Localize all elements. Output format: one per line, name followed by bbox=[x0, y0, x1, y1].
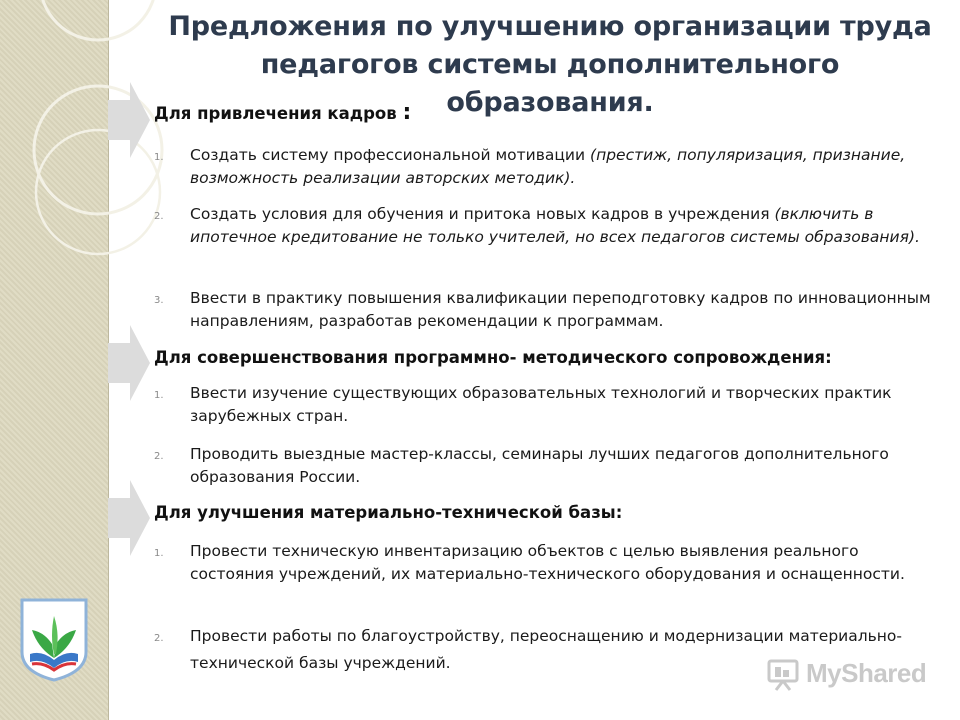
slide-title-line-1: Предложения по улучшению организации труда bbox=[168, 11, 932, 42]
section-heading-suffix: : bbox=[825, 348, 832, 367]
projector-screen-icon bbox=[766, 658, 800, 692]
slide-title-line-2: педагогов системы дополнительного образования. bbox=[260, 49, 840, 118]
section-heading-material-base bbox=[154, 503, 622, 522]
section-heading-text: Для совершенствования программно- методического сопровождения bbox=[154, 348, 826, 367]
section-heading-text: Для привлечения кадров bbox=[154, 104, 397, 123]
list-item-number: 1. bbox=[154, 390, 164, 401]
list-item-italic-note: (включить в ипотечное кредитование не только учителей, но всех педагогов системы образования). bbox=[190, 205, 920, 246]
section-heading-text: Для улучшения материально-технической базы: bbox=[154, 503, 623, 522]
section-arrow-2 bbox=[108, 325, 150, 401]
list-item bbox=[154, 144, 934, 190]
section-heading-suffix: : bbox=[402, 100, 412, 125]
section-arrow-1 bbox=[108, 82, 150, 158]
list-item-number: 2. bbox=[154, 211, 164, 222]
section-arrow-3 bbox=[108, 480, 150, 556]
list-item-text: Провести работы по благоустройству, переоснащению и модернизации материально-технической базы учреждений. bbox=[190, 627, 903, 672]
list-item-number: 2. bbox=[154, 451, 164, 462]
list-item-text: Проводить выездные мастер-классы, семинары лучших педагогов дополнительного образования России. bbox=[190, 445, 889, 486]
list-item bbox=[154, 382, 934, 428]
list-item bbox=[154, 443, 934, 489]
list-item-number: 1. bbox=[154, 152, 164, 163]
list-item-number: 1. bbox=[154, 548, 164, 559]
list-item-number: 2. bbox=[154, 633, 164, 644]
list-item-text: Ввести в практику повышения квалификации переподготовку кадров по инновационным направлениям, разработав рекомендации к программам. bbox=[190, 289, 931, 330]
section-heading-recruitment bbox=[154, 100, 411, 125]
list-item bbox=[154, 287, 934, 333]
book-sprout-emblem-icon bbox=[18, 596, 90, 682]
section-heading-methodology bbox=[154, 348, 832, 367]
list-item-text: Ввести изучение существующих образовательных технологий и творческих практик зарубежных стран. bbox=[190, 384, 892, 425]
list-item bbox=[154, 203, 934, 249]
list-item-text: Провести техническую инвентаризацию объектов с целью выявления реального состояния учреждений, их материально-технического оборудования и оснащенности. bbox=[190, 542, 905, 583]
list-item-italic-note: (престиж, популяризация, признание, возможность реализации авторских методик). bbox=[190, 146, 906, 187]
myshared-watermark bbox=[766, 654, 936, 696]
watermark-text: MyShared bbox=[806, 658, 927, 688]
list-item-text: Создать систему профессиональной мотивации bbox=[190, 146, 591, 164]
list-item-number: 3. bbox=[154, 295, 164, 306]
list-item bbox=[154, 540, 934, 586]
list-item-text: Создать условия для обучения и притока новых кадров в учреждения bbox=[190, 205, 775, 223]
